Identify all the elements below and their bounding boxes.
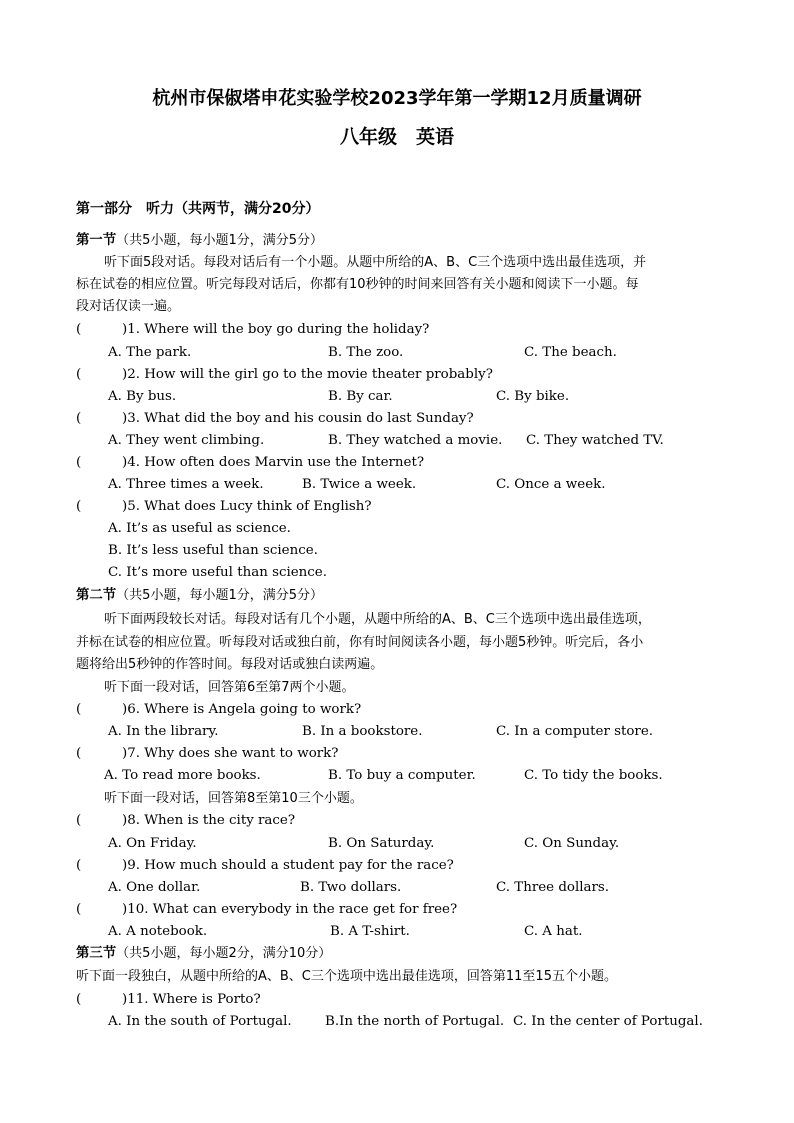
- option-a: A. The park.: [108, 345, 192, 360]
- section2-label: 第二节: [76, 588, 117, 603]
- section2-header: [76, 587, 323, 605]
- option-c: C. Three dollars.: [496, 880, 610, 895]
- group-instruction: 听下面一段对话，回答第6至第7两个小题。: [104, 680, 355, 695]
- exam-title: 杭州市保俶塔申花实验学校2023学年第一学期12月质量调研: [152, 88, 642, 109]
- option-c: C. The beach.: [524, 345, 617, 360]
- option-c: C. In a computer store.: [496, 724, 654, 739]
- section2-instruction-line1: 听下面两段较长对话。每段对话有几个小题，从题中所给的A、B、C三个选项中选出最佳选项，: [104, 612, 651, 627]
- option-c: C. Once a week.: [496, 477, 606, 492]
- option-a: A. In the library.: [108, 724, 219, 739]
- option-c: C. They watched TV.: [526, 433, 664, 448]
- question-text: )5. What does Lucy think of English?: [122, 499, 372, 514]
- section3-label: 第三节: [76, 946, 117, 961]
- question-9: [76, 857, 454, 875]
- section2-instruction-line2: 并标在试卷的相应位置。听每段对话或独白前，你有时间阅读各小题，每小题5秒钟。听完后，各小: [76, 635, 644, 650]
- option-b: B. They watched a movie.: [328, 433, 503, 448]
- question-3: [76, 410, 474, 428]
- question-11: [76, 991, 261, 1009]
- option-c: C. On Sunday.: [524, 836, 620, 851]
- group-instruction: 听下面一段对话，回答第8至第10三个小题。: [104, 791, 363, 806]
- section1-header: [76, 232, 323, 250]
- option-c: C. By bike.: [496, 389, 570, 404]
- answer-blank[interactable]: (: [76, 411, 82, 426]
- answer-blank[interactable]: (: [76, 455, 82, 470]
- answer-blank[interactable]: (: [76, 858, 82, 873]
- question-5: [76, 498, 372, 516]
- question-2: [76, 366, 493, 384]
- answer-blank[interactable]: (: [76, 702, 82, 717]
- question-text: )8. When is the city race?: [122, 813, 296, 828]
- exam-subtitle: 八年级 英语: [339, 126, 454, 148]
- section3-header: [76, 945, 331, 963]
- option-b: B. It’s less useful than science.: [108, 543, 318, 558]
- option-b: B. On Saturday.: [328, 836, 435, 851]
- option-a: A. They went climbing.: [108, 433, 265, 448]
- option-b: B. Twice a week.: [302, 477, 417, 492]
- question-text: )9. How much should a student pay for the race?: [122, 858, 454, 873]
- question-text: )1. Where will the boy go during the holiday?: [122, 322, 430, 337]
- section1-label: 第一节: [76, 233, 117, 248]
- question-6: [76, 701, 361, 719]
- answer-blank[interactable]: (: [76, 499, 82, 514]
- answer-blank[interactable]: (: [76, 322, 82, 337]
- question-text: )2. How will the girl go to the movie theater probably?: [122, 367, 493, 382]
- question-text: )11. Where is Porto?: [122, 992, 261, 1007]
- question-4: [76, 454, 424, 472]
- option-c: C. In the center of Portugal.: [513, 1014, 703, 1029]
- section2-info: （共5小题，每小题1分，满分5分）: [116, 588, 323, 603]
- answer-blank[interactable]: (: [76, 746, 82, 761]
- option-a: A. By bus.: [108, 389, 177, 404]
- option-b: B. The zoo.: [328, 345, 404, 360]
- section1-instruction-line3: 段对话仅读一遍。: [76, 299, 181, 314]
- option-b: B. Two dollars.: [300, 880, 402, 895]
- option-a: A. To read more books.: [104, 768, 261, 783]
- question-8: [76, 812, 295, 830]
- question-text: )6. Where is Angela going to work?: [122, 702, 362, 717]
- answer-blank[interactable]: (: [76, 992, 82, 1007]
- option-a: A. One dollar.: [108, 880, 201, 895]
- question-text: )3. What did the boy and his cousin do last Sunday?: [122, 411, 474, 426]
- option-b: B. To buy a computer.: [328, 768, 476, 783]
- question-text: )4. How often does Marvin use the Internet?: [122, 455, 425, 470]
- answer-blank[interactable]: (: [76, 902, 82, 917]
- option-b: B. By car.: [328, 389, 393, 404]
- option-c: C. It’s more useful than science.: [108, 565, 327, 580]
- question-text: )10. What can everybody in the race get for free?: [122, 902, 458, 917]
- option-a: A. It’s as useful as science.: [108, 521, 291, 536]
- section3-instruction: 听下面一段独白，从题中所给的A、B、C三个选项中选出最佳选项，回答第11至15五个小题。: [76, 969, 617, 984]
- question-10: [76, 901, 457, 919]
- option-a: A. A notebook.: [108, 924, 208, 939]
- option-c: C. A hat.: [524, 924, 583, 939]
- answer-blank[interactable]: (: [76, 813, 82, 828]
- section1-instruction-line2: 标在试卷的相应位置。听完每段对话后，你都有10秒钟的时间来回答有关小题和阅读下一小题。每: [76, 277, 639, 292]
- section3-info: （共5小题，每小题2分，满分10分）: [116, 946, 332, 961]
- option-b: B. In a bookstore.: [302, 724, 423, 739]
- option-a: A. On Friday.: [108, 836, 197, 851]
- option-b: B. A T-shirt.: [330, 924, 410, 939]
- question-7: [76, 745, 338, 763]
- section1-info: （共5小题，每小题1分，满分5分）: [116, 233, 323, 248]
- section2-instruction-line3: 题将给出5秒钟的作答时间。每段对话或独白读两遍。: [76, 657, 384, 672]
- option-a: A. Three times a week.: [108, 477, 264, 492]
- question-text: )7. Why does she want to work?: [122, 746, 339, 761]
- section1-instruction-line1: 听下面5段对话。每段对话后有一个小题。从题中所给的A、B、C三个选项中选出最佳选项，并: [104, 255, 647, 270]
- answer-blank[interactable]: (: [76, 367, 82, 382]
- option-b: B.In the north of Portugal.: [325, 1014, 505, 1029]
- part1-heading: 第一部分 听力（共两节，满分20分）: [76, 201, 320, 217]
- option-c: C. To tidy the books.: [524, 768, 663, 783]
- option-a: A. In the south of Portugal.: [108, 1014, 292, 1029]
- question-1: [76, 321, 429, 339]
